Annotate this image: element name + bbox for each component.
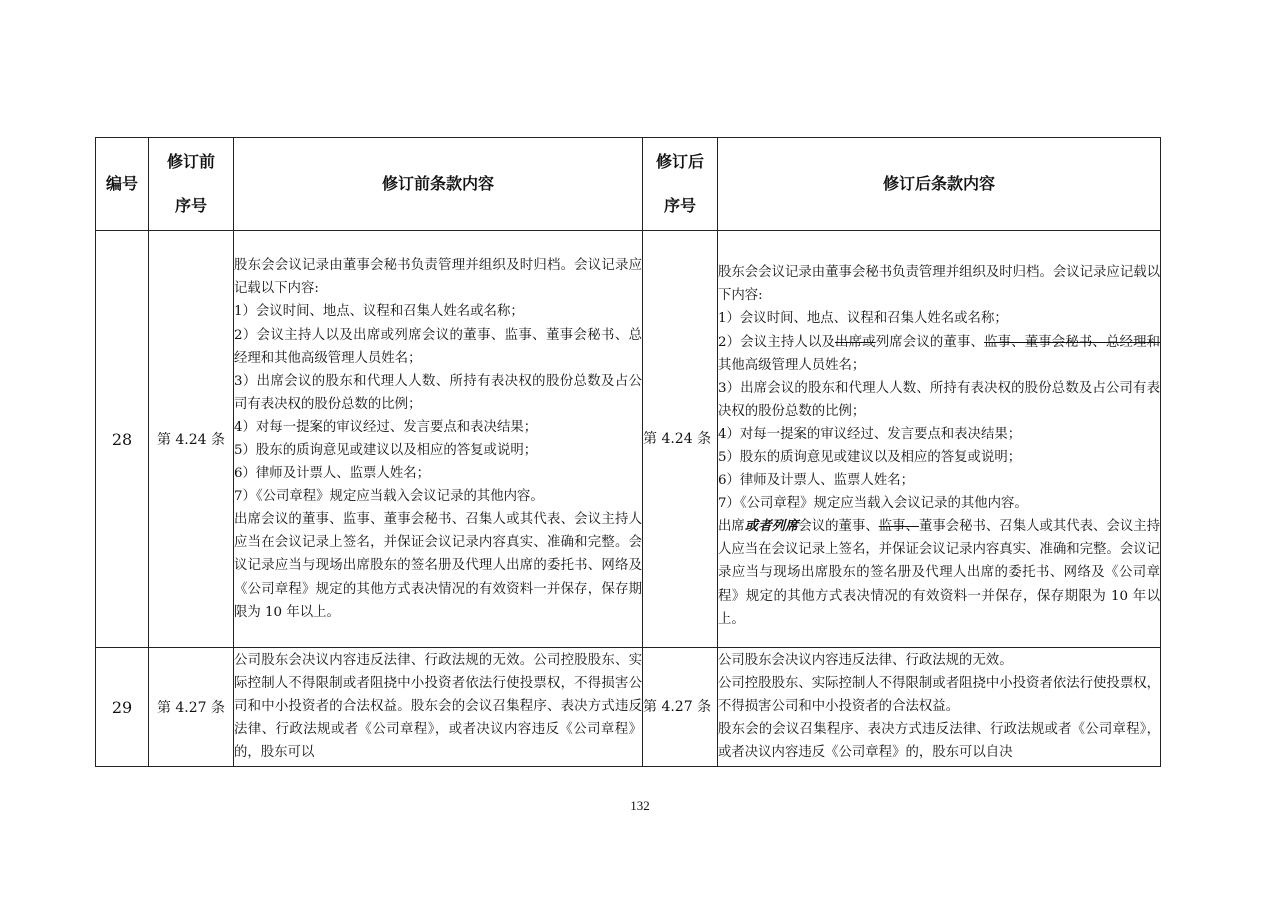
amendment-table — [95, 137, 1161, 767]
deleted-text: 出席或 — [835, 334, 876, 350]
text-line: 7）《公司章程》规定应当载入会议记录的其他内容。 — [718, 496, 1028, 512]
before-section: 第 4.27 条 — [149, 648, 234, 767]
text-line: 6）律师及计票人、监票人姓名； — [234, 466, 430, 482]
text-line: 1）会议时间、地点、议程和召集人姓名或名称； — [718, 311, 1008, 327]
text-line: 公司控股股东、实际控制人不得限制或者阻挠中小投资者依法行使投票权，不得损害公司和中小投资者的合法权益。 — [718, 676, 1160, 715]
text-line: 5）股东的质询意见或建议以及相应的答复或说明； — [234, 443, 538, 458]
text-line: 2）会议主持人以及出席或列席会议的董事、监事、董事会秘书、总经理和其他高级管理人员姓名； — [234, 327, 642, 366]
text-line: 3）出席会议的股东和代理人人数、所持有表决权的股份总数及占公司有表决权的股份总数的比例； — [234, 373, 642, 412]
deleted-text: 监事、董事会秘书、总经理和 — [984, 334, 1161, 350]
text-line: 4）对每一提案的审议经过、发言要点和表决结果； — [718, 426, 1022, 442]
text-line: 2）会议主持人以及出席或列席会议的董事、监事、董事会秘书、总经理和其他高级管理人员姓名； — [718, 334, 1161, 373]
text-line: 股东会会议记录由董事会秘书负责管理并组织及时归档。会议记录应记载以下内容: — [718, 265, 1160, 304]
text-line: 出席会议的董事、监事、董事会秘书、召集人或其代表、会议主持人应当在会议记录上签名，并保证会议记录内容真实、准确和完整。会议记录应当与现场出席股东的签名册及代理人出席的委托书、网络及《公司章程》规定的其他方式表决情况的有效资料一并保存，保存期限为 10 年以上。 — [234, 512, 642, 620]
text-line: 1）会议时间、地点、议程和召集人姓名或名称； — [234, 304, 524, 320]
header-number: 编号 — [96, 138, 149, 231]
header-before-seq: 修订前 序号 — [149, 138, 234, 231]
header-before-content: 修订前条款内容 — [234, 138, 643, 231]
before-content — [234, 231, 643, 648]
text-line: 出席或者列席会议的董事、监事、董事会秘书、召集人或其代表、会议主持人应当在会议记录上签名，并保证会议记录内容真实、准确和完整。会议记录应当与现场出席股东的签名册及代理人出席的委托书、网络及《公司章程》规定的其他方式表决情况的有效资料一并保存，保存期限为 10 年以上。 — [718, 518, 1161, 627]
text-line: 股东会的会议召集程序、表决方式违反法律、行政法规或者《公司章程》，或者决议内容违反《公司章程》的，股东可以自决 — [718, 722, 1160, 761]
text-line: 6）律师及计票人、监票人姓名； — [718, 473, 914, 489]
after-section: 第 4.27 条 — [643, 648, 718, 767]
text-line: 4）对每一提案的审议经过、发言要点和表决结果； — [234, 419, 538, 435]
row-number: 29 — [96, 648, 149, 767]
deleted-text: 监事、 — [878, 519, 919, 535]
text-line: 公司股东会决议内容违反法律、行政法规的无效。公司控股股东、实际控制人不得限制或者阻挠中小投资者依法行使投票权，不得损害公司和中小投资者的合法权益。股东会的会议召集程序、表决方式违反法律、行政法规或者《公司章程》，或者决议内容违反《公司章程》的，股东可以 — [234, 653, 642, 761]
table-header-row — [96, 138, 1161, 231]
page-number: 132 — [630, 798, 650, 813]
row-number: 28 — [96, 231, 149, 648]
text-line: 5）股东的质询意见或建议以及相应的答复或说明； — [718, 450, 1022, 465]
text-line: 公司股东会决议内容违反法律、行政法规的无效。 — [718, 653, 1013, 668]
header-after-seq: 修订后 序号 — [643, 138, 718, 231]
before-content — [234, 648, 643, 767]
header-after-content: 修订后条款内容 — [718, 138, 1161, 231]
after-content — [718, 648, 1161, 767]
text-line: 股东会会议记录由董事会秘书负责管理并组织及时归档。会议记录应记载以下内容: — [234, 258, 642, 297]
table-row — [96, 231, 1161, 648]
table-row — [96, 648, 1161, 767]
inserted-text: 或者列席 — [744, 518, 799, 535]
text-line: 3）出席会议的股东和代理人人数、所持有表决权的股份总数及占公司有表决权的股份总数的比例； — [718, 380, 1160, 419]
before-section: 第 4.24 条 — [149, 231, 234, 648]
after-content — [718, 231, 1161, 648]
after-section: 第 4.24 条 — [643, 231, 718, 648]
text-line: 7）《公司章程》规定应当载入会议记录的其他内容。 — [234, 489, 544, 505]
